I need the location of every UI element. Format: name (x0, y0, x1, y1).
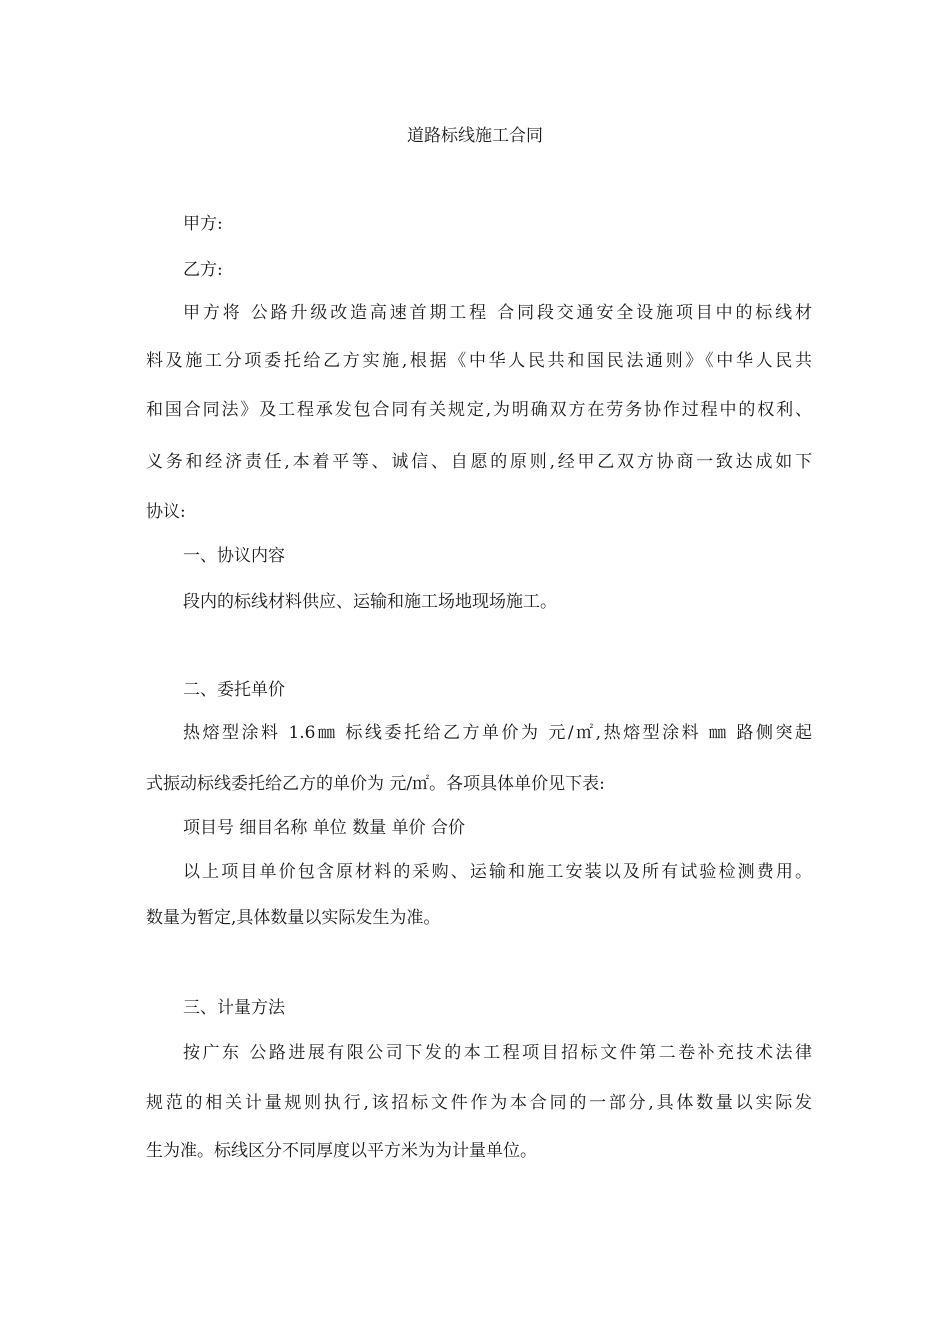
section3-body-line: 按广东 公路进展有限公司下发的本工程项目招标文件第二卷补充技术法律 (183, 1043, 812, 1063)
section2-note-line: 数量为暂定,具体数量以实际发生为准。 (146, 908, 441, 928)
section3-body-line: 生为准。标线区分不同厚度以平方米为为计量单位。 (146, 1141, 537, 1161)
section2-body-line: 式振动标线委托给乙方的单价为 元/㎡。各项具体单价见下表: (146, 774, 605, 794)
section2-heading: 二、委托单价 (183, 680, 285, 700)
party-a-label: 甲方: (183, 214, 223, 234)
section2-body-line: 热熔型涂料 1.6㎜ 标线委托给乙方单价为 元/㎡,热熔型涂料 ㎜ 路侧突起 (183, 723, 812, 743)
document-title: 道路标线施工合同 (407, 126, 543, 146)
section1-heading: 一、协议内容 (183, 546, 285, 566)
section3-heading: 三、计量方法 (183, 998, 285, 1018)
price-table-header: 项目号 细目名称 单位 数量 单价 合价 (183, 818, 466, 838)
section3-body-line: 规范的相关计量规则执行,该招标文件作为本合同的一部分,具体数量以实际发 (146, 1093, 812, 1113)
section2-note-line: 以上项目单价包含原材料的采购、运输和施工安装以及所有试验检测费用。 (183, 862, 812, 882)
intro-line: 义务和经济责任,本着平等、诚信、自愿的原则,经甲乙双方协商一致达成如下 (146, 452, 812, 472)
party-b-label: 乙方: (183, 260, 223, 280)
section1-body: 段内的标线材料供应、运输和施工场地现场施工。 (183, 592, 557, 612)
intro-line: 料及施工分项委托给乙方实施,根据《中华人民共和国民法通则》《中华人民共 (146, 351, 812, 371)
intro-line: 和国合同法》及工程承发包合同有关规定,为明确双方在劳务协作过程中的权利、 (146, 400, 812, 420)
intro-line: 甲方将 公路升级改造高速首期工程 合同段交通安全设施项目中的标线材 (183, 303, 812, 323)
intro-line: 协议: (146, 502, 186, 522)
